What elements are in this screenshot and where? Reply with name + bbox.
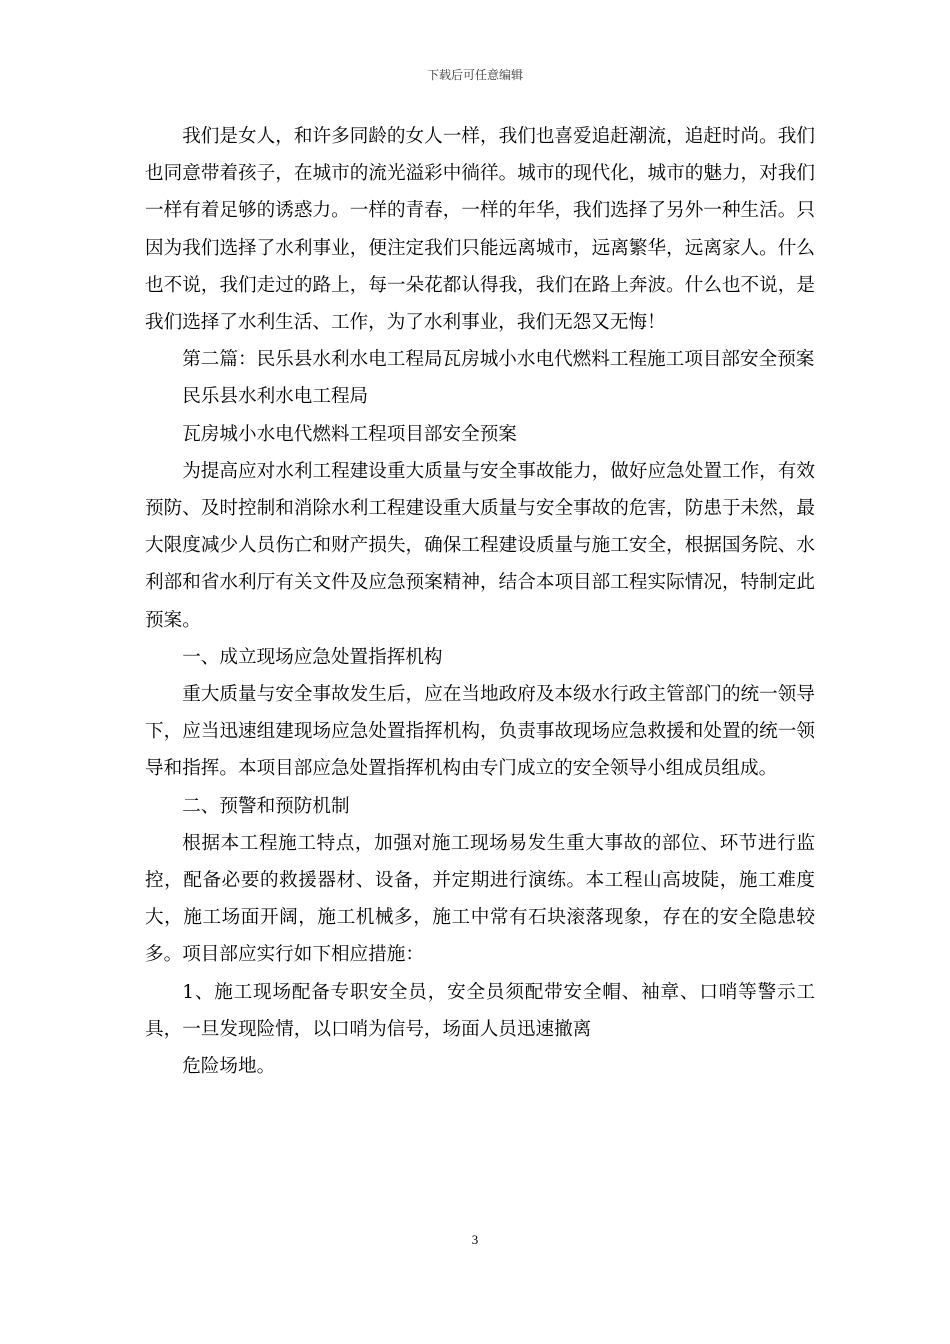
paragraph-section-2: 根据本工程施工特点，加强对施工现场易发生重大事故的部位、环节进行监控，配备必要的救援器材、设备，并定期进行演练。本工程山高坡陡，施工难度大，施工场面开阔，施工机械多，施工中常有石块滚落现象，存在的安全隐患较多。项目部应实行如下相应措施： <box>145 832 815 966</box>
paragraph-plan-title: 瓦房城小水电代燃料工程项目部安全预案 <box>182 423 517 445</box>
page-header: 下载后可任意编辑 <box>426 68 523 82</box>
paragraph-section-1: 重大质量与安全事故发生后，应在当地政府及本级水行政主管部门的统一领导下，应当迅速组建现场应急处置指挥机构，负责事故现场应急救援和处置的统一领导和指挥。本项目部应急处置指挥机构由专门成立的安全领导小组成员组成。 <box>145 684 815 780</box>
paragraph-purpose: 为提高应对水利工程建设重大质量与安全事故能力，做好应急处置工作，有效预防、及时控制和消除水利工程建设重大质量与安全事故的危害，防患于未然，最大限度减少人员伤亡和财产损失，确保工程建设质量与施工安全，根据国务院、水利部和省水利厅有关文件及应急预案精神，结合本项目部工程实际情况，特制定此预案。 <box>145 460 815 631</box>
list-item-1: 1、施工现场配备专职安全员，安全员须配带安全帽、袖章、口哨等警示工具，一旦发现险情，以口哨为信号，场面人员迅速撤离 <box>145 981 815 1040</box>
document-body <box>145 118 815 1085</box>
paragraph-intro: 我们是女人，和许多同龄的女人一样，我们也喜爱追赶潮流，追赶时尚。我们也同意带着孩子，在城市的流光溢彩中徜徉。城市的现代化，城市的魅力，对我们一样有着足够的诱惑力。一样的青春，一样的年华，我们选择了另外一种生活。只因为我们选择了水利事业，便注定我们只能远离城市，远离繁华，远离家人。什么也不说，我们走过的路上，每一朵花都认得我，我们在路上奔波。什么也不说，是我们选择了水利生活、工作，为了水利事业，我们无怨又无悔！ <box>145 126 815 334</box>
page-number: 3 <box>471 1232 479 1247</box>
paragraph-continuation: 危险场地。 <box>182 1056 276 1078</box>
heading-section-2: 二、预警和预防机制 <box>182 795 350 817</box>
heading-section-1: 一、成立现场应急处置指挥机构 <box>182 646 443 668</box>
paragraph-organization: 民乐县水利水电工程局 <box>182 386 369 408</box>
paragraph-chapter-title: 第二篇：民乐县水利水电工程局瓦房城小水电代燃料工程施工项目部安全预案 <box>182 349 815 371</box>
